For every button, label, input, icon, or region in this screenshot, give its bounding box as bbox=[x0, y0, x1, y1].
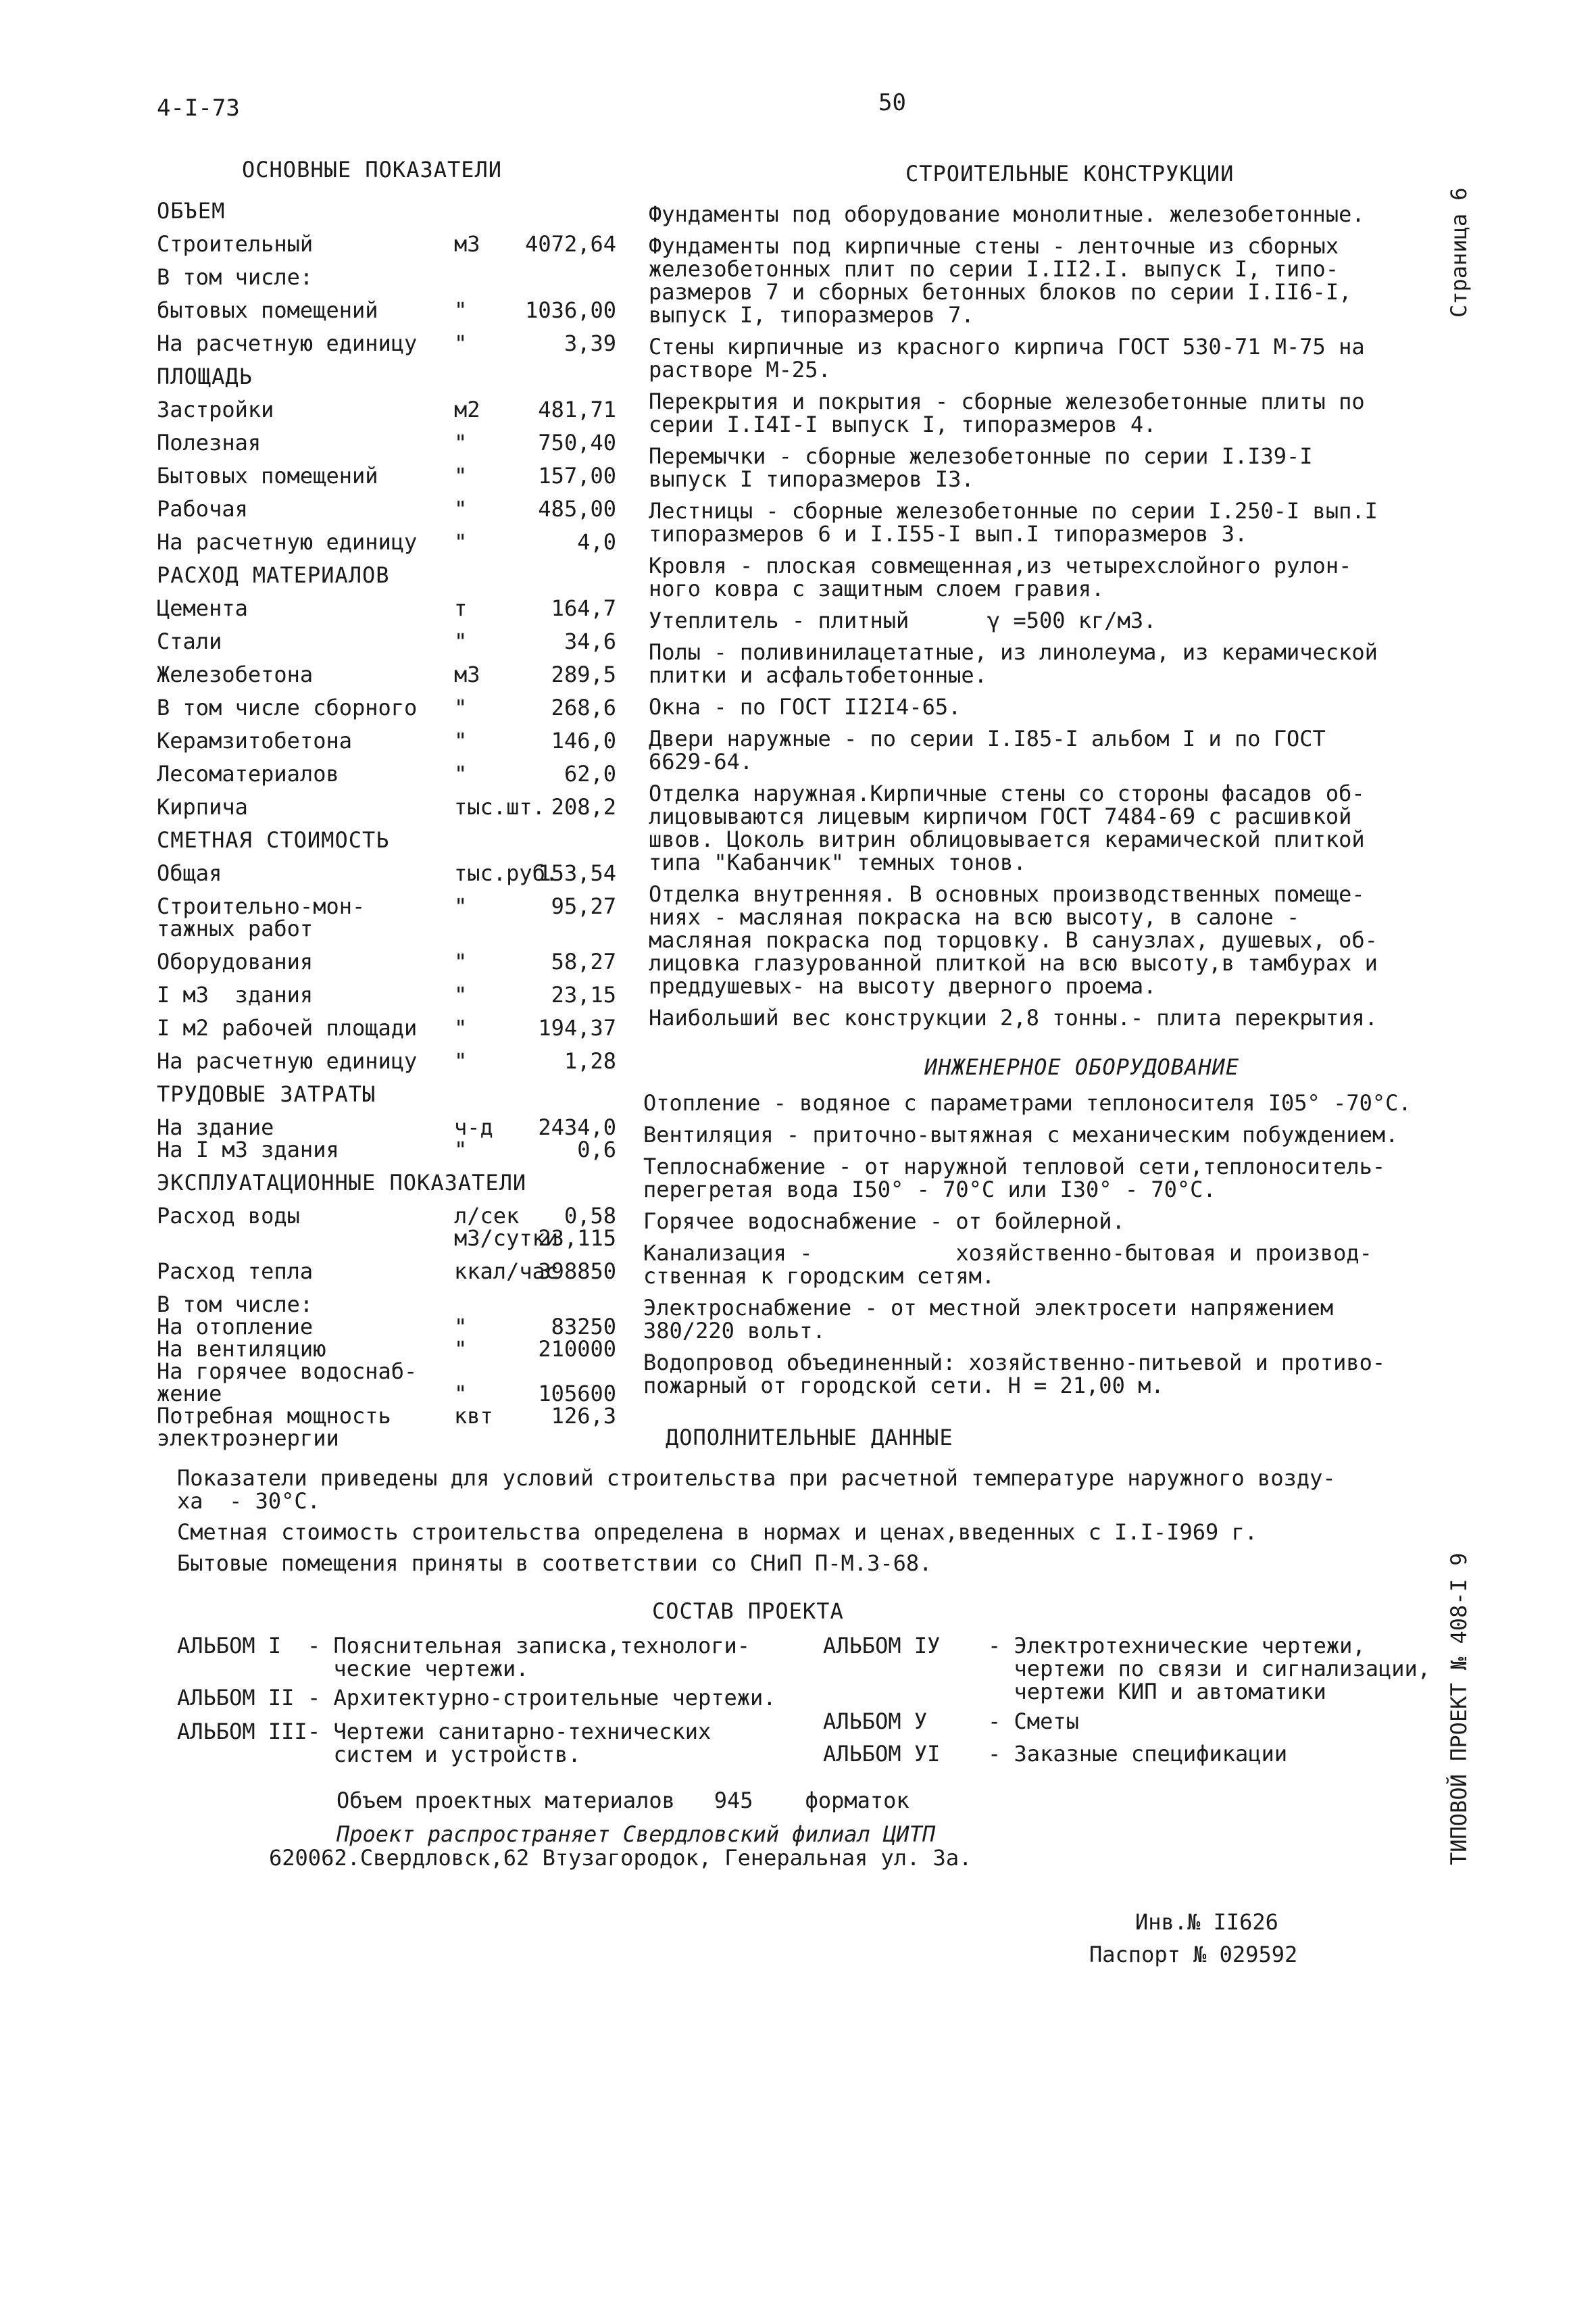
indicator-label: На здание На I м3 здания bbox=[157, 1114, 339, 1162]
construction-paragraph: Отделка наружная.Кирпичные стены со стороны фасадов об- лицовываются лицевым кирпичом ГОСТ 7484-69 с расшивкой швов. Цоколь витрин облицовывается керамической плиткой типа "Кабанчик" темных тонов. bbox=[649, 781, 1365, 875]
indicator-value: 62,0 bbox=[564, 761, 616, 787]
indicator-label: Цемента bbox=[157, 595, 248, 621]
indicator-unit: " bbox=[454, 1015, 468, 1041]
indicator-unit: ккал/час bbox=[454, 1258, 559, 1284]
indicator-value: 146,0 bbox=[551, 728, 616, 754]
indicators-row bbox=[157, 1260, 616, 1294]
indicators-row bbox=[157, 432, 616, 465]
engineering-paragraph: Электроснабжение - от местной электросети напряжением 380/220 вольт. bbox=[643, 1295, 1334, 1344]
indicator-value: 268,6 bbox=[551, 695, 616, 720]
construction-paragraph: Полы - поливинилацетатные, из линолеума, из керамической плитки и асфальтобетонные. bbox=[649, 639, 1378, 688]
indicator-label: бытовых помещений bbox=[157, 297, 378, 323]
indicator-unit: " bbox=[454, 496, 468, 522]
indicators-row bbox=[157, 531, 616, 564]
indicator-label: На расчетную единицу bbox=[157, 330, 418, 356]
constructions-list bbox=[649, 203, 1405, 1038]
indicator-unit: " bbox=[454, 463, 468, 489]
album-description: - Пояснительная записка,технологи- ческие чертежи. bbox=[307, 1633, 751, 1681]
indicators-row bbox=[157, 299, 616, 333]
indicators-row bbox=[157, 1291, 616, 1460]
indicator-value: 95,27 bbox=[551, 893, 616, 919]
indicator-unit: " bbox=[454, 629, 468, 654]
indicators-row bbox=[157, 796, 616, 829]
indicator-label: ПЛОЩАДЬ bbox=[157, 364, 253, 389]
volume-line: Объем проектных материалов 945 форматок bbox=[336, 1788, 909, 1813]
indicator-unit: " bbox=[454, 330, 468, 356]
indicator-label: Керамзитобетона bbox=[157, 728, 352, 754]
indicators-row bbox=[157, 984, 616, 1017]
indicator-unit: " bbox=[454, 430, 468, 456]
engineering-paragraph: Теплоснабжение - от наружной тепловой сети,теплоноситель- перегретая вода I50° - 70°С или I30° - 70°С. bbox=[643, 1154, 1386, 1202]
indicators-row bbox=[157, 631, 616, 664]
album-description: - Чертежи санитарно-технических систем и устройств. bbox=[307, 1719, 712, 1767]
indicator-label: Расход тепла bbox=[157, 1258, 314, 1284]
indicators-row bbox=[157, 895, 616, 951]
indicator-value: 481,71 bbox=[538, 397, 616, 422]
indicator-value: 485,00 bbox=[538, 496, 616, 522]
indicator-label: РАСХОД МАТЕРИАЛОВ bbox=[157, 562, 390, 588]
album-description: - Заказные спецификации bbox=[988, 1741, 1288, 1767]
indicator-unit: м3 bbox=[454, 662, 480, 687]
indicator-unit: т bbox=[454, 595, 468, 621]
side-project-label: ТИПОВОЙ ПРОЕКТ № 408-I 9 bbox=[1446, 1552, 1472, 1865]
extra-list bbox=[177, 1467, 1461, 1583]
extra-paragraph: Бытовые помещения приняты в соответствии со СНиП П-М.3-68. bbox=[177, 1550, 932, 1576]
indicator-value: 83250 210000 105600 126,3 bbox=[538, 1314, 616, 1429]
distributor-line-1: Проект распространяет Свердловский филиал ЦИТП bbox=[336, 1821, 936, 1847]
indicator-value: 153,54 bbox=[538, 860, 616, 886]
passport-number: Паспорт № 029592 bbox=[1089, 1942, 1298, 1967]
indicators-row bbox=[157, 399, 616, 432]
engineering-title: ИНЖЕНЕРНОЕ ОБОРУДОВАНИЕ bbox=[924, 1054, 1240, 1080]
indicators-row bbox=[157, 233, 616, 266]
indicator-value: 194,37 bbox=[538, 1015, 616, 1041]
indicator-label: Расход воды bbox=[157, 1203, 300, 1229]
indicator-value: 2434,0 0,6 bbox=[538, 1114, 616, 1162]
indicators-row bbox=[157, 1205, 616, 1260]
indicator-value: 34,6 bbox=[564, 629, 616, 654]
indicator-label: Строительный bbox=[157, 231, 314, 257]
constructions-title: СТРОИТЕЛЬНЫЕ КОНСТРУКЦИИ bbox=[905, 161, 1235, 187]
indicators-row bbox=[157, 498, 616, 531]
page-number: 50 bbox=[878, 89, 906, 116]
indicator-unit: " bbox=[454, 728, 468, 754]
indicators-title: ОСНОВНЫЕ ПОКАЗАТЕЛИ bbox=[242, 157, 503, 182]
indicator-unit: " bbox=[454, 1048, 468, 1074]
construction-paragraph: Утеплитель - плитный γ =500 кг/м3. bbox=[649, 608, 1157, 633]
indicator-value: 58,27 bbox=[551, 949, 616, 975]
composition-title: СОСТАВ ПРОЕКТА bbox=[652, 1598, 844, 1624]
extra-paragraph: Сметная стоимость строительства определена в нормах и ценах,введенных с I.I-I969 г. bbox=[177, 1519, 1258, 1545]
indicators-row bbox=[157, 664, 616, 697]
indicators-section-heading bbox=[157, 1172, 616, 1205]
indicator-value: 164,7 bbox=[551, 595, 616, 621]
album-name: АЛЬБОМ IУ bbox=[823, 1633, 941, 1658]
indicator-label: Общая bbox=[157, 860, 222, 886]
indicator-value: 289,5 bbox=[551, 662, 616, 687]
indicator-value: 750,40 bbox=[538, 430, 616, 456]
indicator-value: 4,0 bbox=[577, 529, 616, 555]
indicator-label: Стали bbox=[157, 629, 222, 654]
distributor-line-2: 620062.Свердловск,62 Втузагородок, Генеральная ул. 3а. bbox=[269, 1845, 972, 1871]
indicator-unit: тыс.шт. bbox=[454, 794, 545, 820]
indicator-unit: " bbox=[454, 761, 468, 787]
indicator-label: Бытовых помещений bbox=[157, 463, 378, 489]
indicator-unit: " bbox=[454, 949, 468, 975]
indicator-label: На расчетную единицу bbox=[157, 1048, 418, 1074]
indicators-row bbox=[157, 1017, 616, 1050]
indicators-row bbox=[157, 951, 616, 984]
indicator-label: Лесоматериалов bbox=[157, 761, 339, 787]
indicator-label: Оборудования bbox=[157, 949, 314, 975]
engineering-paragraph: Водопровод объединенный: хозяйственно-питьевой и противо- пожарный от городской сети. H = 21,00 м. bbox=[643, 1350, 1386, 1398]
construction-paragraph: Перемычки - сборные железобетонные по серии I.I39-I выпуск I типоразмеров I3. bbox=[649, 443, 1313, 492]
construction-paragraph: Лестницы - сборные железобетонные по серии I.250-I вып.I типоразмеров 6 и I.I55-I вып.I типоразмеров 3. bbox=[649, 498, 1378, 547]
indicator-label: Кирпича bbox=[157, 794, 248, 820]
indicator-value: 3,39 bbox=[564, 330, 616, 356]
inventory-number: Инв.№ II626 bbox=[1135, 1909, 1278, 1935]
construction-paragraph: Фундаменты под кирпичные стены - ленточные из сборных железобетонных плит по серии I.II2.I. выпуск I, типо- размеров 7 и сборных бетонных блоков по серии I.II6-I, выпуск I, типоразмеров 7. bbox=[649, 233, 1352, 328]
side-page-label: Страница 6 bbox=[1446, 187, 1472, 318]
indicator-label: Строительно-мон- тажных работ bbox=[157, 893, 366, 941]
indicator-unit: ч-д " bbox=[454, 1114, 493, 1162]
indicators-row bbox=[157, 266, 616, 299]
indicator-value: 0,58 23,115 bbox=[538, 1203, 616, 1251]
indicator-label: В том числе: bbox=[157, 264, 314, 290]
indicator-label: ОБЪЕМ bbox=[157, 198, 226, 224]
indicator-value: 398850 bbox=[538, 1258, 616, 1284]
indicators-section-heading bbox=[157, 200, 616, 233]
indicators-row bbox=[157, 330, 616, 366]
album-name: АЛЬБОМ I bbox=[177, 1633, 282, 1658]
indicators-row bbox=[157, 1050, 616, 1083]
indicator-unit: тыс.руб. bbox=[454, 860, 559, 886]
indicator-unit: " bbox=[454, 982, 468, 1008]
construction-paragraph: Фундаменты под оборудование монолитные. железобетонные. bbox=[649, 201, 1365, 227]
construction-paragraph: Кровля - плоская совмещенная,из четырехслойного рулон- ного ковра с защитным слоем гравия. bbox=[649, 553, 1352, 601]
construction-paragraph: Перекрытия и покрытия - сборные железобетонные плиты по серии I.I4I-I выпуск I, типоразмеров 4. bbox=[649, 389, 1365, 437]
construction-paragraph: Двери наружные - по серии I.I85-I альбом I и по ГОСТ 6629-64. bbox=[649, 726, 1326, 774]
extra-title: ДОПОЛНИТЕЛЬНЫЕ ДАННЫЕ bbox=[666, 1425, 953, 1450]
indicator-value: 1,28 bbox=[564, 1048, 616, 1074]
indicator-label: I м3 здания bbox=[157, 982, 314, 1008]
indicator-label: Рабочая bbox=[157, 496, 248, 522]
album-description: - Сметы bbox=[988, 1708, 1079, 1734]
indicators-row bbox=[157, 763, 616, 796]
construction-paragraph: Стены кирпичные из красного кирпича ГОСТ 530-71 М-75 на растворе М-25. bbox=[649, 334, 1365, 383]
indicators-section-heading bbox=[157, 366, 616, 399]
construction-paragraph: Окна - по ГОСТ II2I4-65. bbox=[649, 694, 962, 720]
indicator-value: 208,2 bbox=[551, 794, 616, 820]
indicators-section-heading bbox=[157, 1083, 616, 1116]
indicator-unit: л/сек м3/сутки bbox=[454, 1203, 559, 1251]
indicator-label: I м2 рабочей площади bbox=[157, 1015, 418, 1041]
indicator-label: ТРУДОВЫЕ ЗАТРАТЫ bbox=[157, 1081, 376, 1107]
indicator-label: СМЕТНАЯ СТОИМОСТЬ bbox=[157, 827, 390, 853]
engineering-paragraph: Канализация - хозяйственно-бытовая и производ- ственная к городским сетям. bbox=[643, 1240, 1372, 1289]
indicators-section-heading bbox=[157, 564, 616, 597]
construction-paragraph: Отделка внутренняя. В основных производственных помеще- ниях - масляная покраска на всю высоту, в салоне - масляная покраска под торцовку. В санузлах, душевых, об- лицовка глазурованной плиткой на всю высоту,в тамбурах и преддушевых- на высоту дверного проема. bbox=[649, 881, 1378, 999]
indicator-unit: " bbox=[454, 529, 468, 555]
indicator-unit: " " " квт bbox=[454, 1314, 493, 1429]
album-description: - Архитектурно-строительные чертежи. bbox=[307, 1685, 776, 1710]
indicator-value: 4072,64 bbox=[525, 231, 616, 257]
indicator-label: В том числе: На отопление На вентиляцию На горячее водоснаб- жение Потребная мощность электроэнергии bbox=[157, 1291, 418, 1451]
album-name: АЛЬБОМ III bbox=[177, 1719, 307, 1744]
engineering-paragraph: Отопление - водяное с параметрами теплоносителя I05° -70°С. bbox=[643, 1090, 1412, 1116]
indicators-row bbox=[157, 1116, 616, 1172]
indicator-unit: " bbox=[454, 893, 468, 919]
indicators-row bbox=[157, 597, 616, 631]
indicator-value: 157,00 bbox=[538, 463, 616, 489]
indicators-row bbox=[157, 697, 616, 730]
engineering-list bbox=[643, 1091, 1420, 1406]
indicator-label: В том числе сборного bbox=[157, 695, 418, 720]
indicator-value: 1036,00 bbox=[525, 297, 616, 323]
indicator-unit: " bbox=[454, 695, 468, 720]
indicator-label: Полезная bbox=[157, 430, 261, 456]
indicators-row bbox=[157, 862, 616, 895]
album-name: АЛЬБОМ II bbox=[177, 1685, 295, 1710]
indicators-row bbox=[157, 730, 616, 763]
indicator-unit: " bbox=[454, 297, 468, 323]
indicator-label: ЭКСПЛУАТАЦИОННЫЕ ПОКАЗАТЕЛИ bbox=[157, 1170, 527, 1196]
engineering-paragraph: Горячее водоснабжение - от бойлерной. bbox=[643, 1208, 1125, 1234]
indicators-row bbox=[157, 465, 616, 498]
construction-paragraph: Наибольший вес конструкции 2,8 тонны.- плита перекрытия. bbox=[649, 1005, 1378, 1031]
album-name: АЛЬБОМ УI bbox=[823, 1741, 941, 1767]
indicator-label: Железобетона bbox=[157, 662, 314, 687]
indicators-section-heading bbox=[157, 829, 616, 862]
indicator-value: 23,15 bbox=[551, 982, 616, 1008]
engineering-paragraph: Вентиляция - приточно-вытяжная с механическим побуждением. bbox=[643, 1122, 1399, 1148]
document-code: 4-I-73 bbox=[157, 95, 240, 122]
indicator-unit: м2 bbox=[454, 397, 480, 422]
indicator-label: На расчетную единицу bbox=[157, 529, 418, 555]
album-name: АЛЬБОМ У bbox=[823, 1708, 928, 1734]
album-description: - Электротехнические чертежи, чертежи по связи и сигнализации, чертежи КИП и автоматики bbox=[988, 1633, 1431, 1704]
extra-paragraph: Показатели приведены для условий строительства при расчетной температуре наружного возду- ха - 30°С. bbox=[177, 1465, 1336, 1514]
indicator-unit: м3 bbox=[454, 231, 480, 257]
indicator-label: Застройки bbox=[157, 397, 274, 422]
